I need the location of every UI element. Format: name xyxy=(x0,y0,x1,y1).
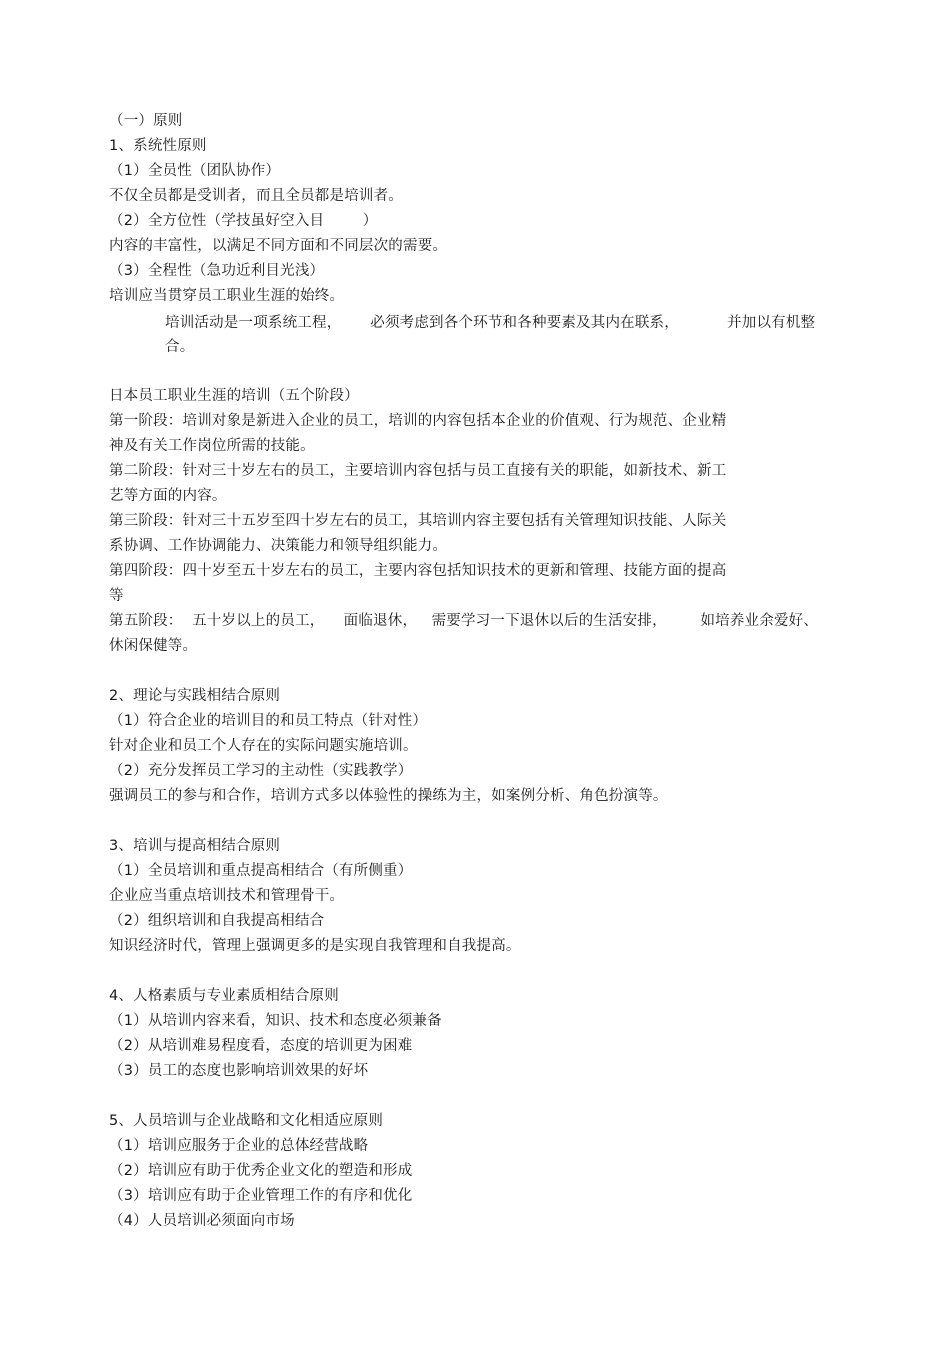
paragraph-line: 强调员工的参与和合作，培训方式多以体验性的操练为主，如案例分析、角色扮演等。 xyxy=(109,788,668,804)
section-title: 5、人员培训与企业战略和文化相适应原则 xyxy=(109,1113,384,1129)
section-title: 1、系统性原则 xyxy=(109,138,207,154)
list-item: （1）培训应服务于企业的总体经营战略 xyxy=(109,1138,369,1154)
list-item: （1）全员培训和重点提高相结合（有所侧重） xyxy=(109,863,413,879)
paragraph-line: 培训应当贯穿员工职业生涯的始终。 xyxy=(109,288,345,304)
list-item: （2）组织培训和自我提高相结合 xyxy=(109,913,325,929)
list-item: （4）人员培训必须面向市场 xyxy=(109,1213,295,1229)
paragraph-line: 艺等方面的内容。 xyxy=(109,488,227,504)
list-item: （2）全方位性（学技虽好空入目 ） xyxy=(109,213,378,229)
list-item: （3）员工的态度也影响培训效果的好坏 xyxy=(109,1063,369,1079)
paragraph-line: 内容的丰富性，以满足不同方面和不同层次的需要。 xyxy=(109,238,448,254)
list-item: （1）从培训内容来看，知识、技术和态度必须兼备 xyxy=(109,1013,442,1029)
section-title: 2、理论与实践相结合原则 xyxy=(109,688,281,704)
paragraph-line: 不仅全员都是受训者，而且全员都是培训者。 xyxy=(109,188,403,204)
section-heading: （一）原则 xyxy=(109,113,183,129)
paragraph-line: 第三阶段：针对三十五岁至四十岁左右的员工，其培训内容主要包括有关管理知识技能、人际关 xyxy=(109,513,727,529)
section-title: 日本员工职业生涯的培训（五个阶段） xyxy=(109,388,359,404)
section-title: 3、培训与提高相结合原则 xyxy=(109,838,281,854)
paragraph-line: 知识经济时代，管理上强调更多的是实现自我管理和自我提高。 xyxy=(109,938,521,954)
paragraph-line: 神及有关工作岗位所需的技能。 xyxy=(109,438,315,454)
paragraph-line: 企业应当重点培训技术和管理骨干。 xyxy=(109,888,345,904)
section-title: 4、人格素质与专业素质相结合原则 xyxy=(109,988,339,1004)
list-item: （1）符合企业的培训目的和员工特点（针对性） xyxy=(109,713,428,729)
paragraph-line: 系协调、工作协调能力、决策能力和领导组织能力。 xyxy=(109,538,448,554)
list-item: （2）充分发挥员工学习的主动性（实践教学） xyxy=(109,763,413,779)
list-item: （3）培训应有助于企业管理工作的有序和优化 xyxy=(109,1188,413,1204)
list-item: （3）全程性（急功近利目光浅） xyxy=(109,263,325,279)
paragraph-line: 休闲保健等。 xyxy=(109,638,198,654)
indented-note: 合。 xyxy=(165,339,195,355)
paragraph-line: 等 xyxy=(109,588,124,604)
list-item: （1）全员性（团队协作） xyxy=(109,163,281,179)
paragraph-line: 第四阶段：四十岁至五十岁左右的员工，主要内容包括知识技术的更新和管理、技能方面的提高 xyxy=(109,563,727,579)
paragraph-line: 第一阶段：培训对象是新进入企业的员工，培训的内容包括本企业的价值观、行为规范、企业精 xyxy=(109,413,727,429)
paragraph-line: 针对企业和员工个人存在的实际问题实施培训。 xyxy=(109,738,418,754)
paragraph-line: 第五阶段： 五十岁以上的员工， 面临退休， 需要学习一下退休以后的生活安排， 如培养业余爱好、 xyxy=(109,613,819,629)
paragraph-line: 第二阶段：针对三十岁左右的员工，主要培训内容包括与员工直接有关的职能，如新技术、新工 xyxy=(109,463,727,479)
list-item: （2）从培训难易程度看，态度的培训更为困难 xyxy=(109,1038,413,1054)
indented-note: 培训活动是一项系统工程， 必须考虑到各个环节和各种要素及其内在联系， 并加以有机整 xyxy=(165,315,816,331)
list-item: （2）培训应有助于优秀企业文化的塑造和形成 xyxy=(109,1163,413,1179)
